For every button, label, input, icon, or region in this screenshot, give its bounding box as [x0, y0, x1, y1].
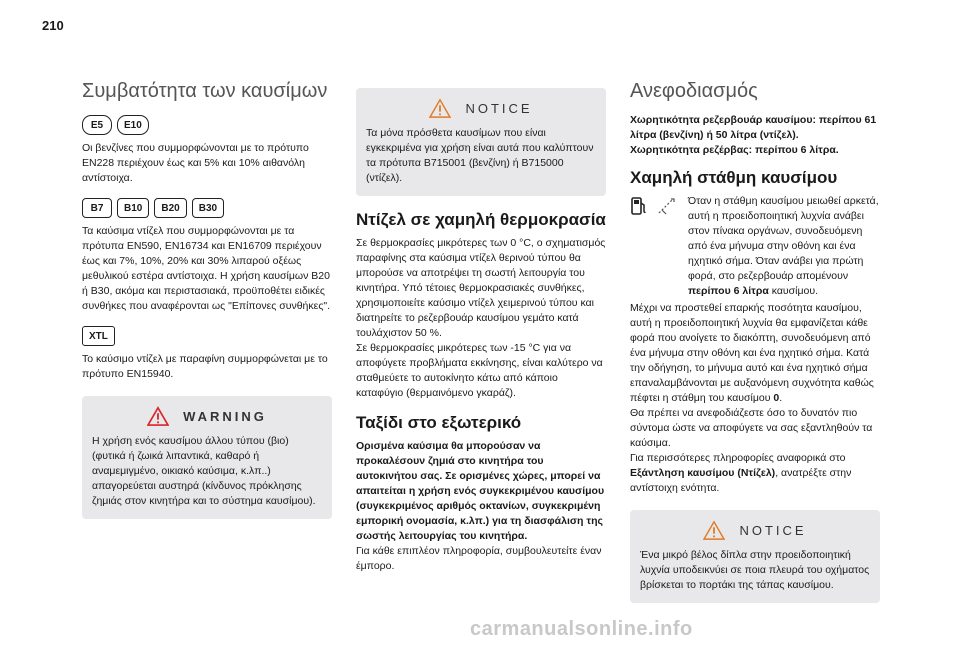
abroad-bold-text: Ορισμένα καύσιμα θα μπορούσαν να προκαλέσουν ζημιά στο κινητήρα του αυτοκινήτου σας. Σε ορισμένες χώρες, μπορεί να απαιτείται η χρήση ενός συγκεκριμένου καυσίμου (συγκεκριμένος αριθμός οκτανίων, συγκεκριμένη εμπορική ονομασία, κ.λπ.) για τη διασφάλιση της σωστής λειτουργίας του κινητήρα.: [356, 440, 605, 542]
badge-xtl: XTL: [82, 326, 115, 346]
low-fuel-paragraph-2: [630, 301, 880, 406]
low-fuel-text-1: Όταν η στάθμη καυσίμου μειωθεί αρκετά, αυτή η προειδοποιητική λυχνία ανάβει στον πίνακα οργάνων, συνοδευόμενη από ένα μήνυμα στην οθόνη και ένα ηχητικό σήμα. Όταν ανάβει για πρώτη φορά, στο ρεζερβουάρ απομένουν: [688, 195, 879, 282]
warning-label: WARNING: [183, 408, 267, 424]
low-fuel-bold-2: 0: [773, 392, 780, 404]
petrol-text: Οι βενζίνες που συμμορφώνονται με το πρότυπο EN228 περιέχουν έως και 5% και 10% αιθανόλη αντίστοιχα.: [82, 142, 309, 184]
badge-b7: B7: [82, 198, 112, 218]
section-title-low-fuel: Χαμηλή στάθμη καυσίμου: [630, 168, 838, 187]
notice-box-fuel-flap: [630, 510, 880, 603]
warning-text: Η χρήση ενός καυσίμου άλλου τύπου (βιο) (φυτικά ή ζωικά λιπαντικά, καθαρό ή αναμεμιγμένο, οικιακό καύσιμα, κ.λπ..) απαγορεύεται αυστηρά (κίνδυνος πρόκλησης ζημιάς στον κινητήρα και το σύστημα καυσίμου).: [92, 435, 316, 507]
xtl-text: Το καύσιμο ντίζελ με παραφίνη συμμορφώνεται με το πρότυπο EN15940.: [82, 353, 328, 380]
warning-box: [82, 396, 332, 519]
column-diesel: [356, 88, 606, 574]
low-fuel-text-1-end: καυσίμου.: [768, 285, 818, 297]
notice-label: NOTICE: [739, 522, 807, 538]
section-title-refuelling: Ανεφοδιασμός: [630, 80, 758, 102]
badge-b10: B10: [117, 198, 149, 218]
diesel-text: Τα καύσιμα ντίζελ που συμμορφώνονται με τα πρότυπα EN590, EN16734 και EN16709 περιέχουν έως και 7%, 10%, 20% και 30% λιπαρού οξέως μεθυλικού εστέρα αντίστοιχα. Η χρήση καυσίμων B20 ή B30, ακόμα και περιστασιακά, προϋποθέτει ειδικές συνθήκες που αναφέρονται ως "Επίπονες συνθήκες".: [82, 225, 331, 312]
low-fuel-text-2: Μέχρι να προστεθεί επαρκής ποσότητα καυσίμου, αυτή η προειδοποιητική λυχνία θα εμφανίζεται κάθε φορά που ανοίγετε το διακόπτη, συνοδευόμενη από ένα μήνυμα στην οθόνη και ένα ηχητικό σήμα. Κατά την οδήγηση, το μήνυμα αυτό και ένα ηχητικό σήμα επαναλαμβάνονται με αυξανόμενη συχνότητα καθώς πέφτει η στάθμη του καυσίμου: [630, 302, 874, 404]
page-number: 210: [42, 18, 64, 33]
watermark: carmanualsonline.info: [470, 618, 693, 640]
petrol-badges: [82, 115, 332, 135]
fuel-warning-lamp-icon: [656, 196, 678, 216]
column-fuel-compatibility: [82, 80, 332, 533]
fuel-pump-icon: [630, 196, 648, 216]
xtl-badges: [82, 326, 332, 346]
low-fuel-text-2-end: .: [779, 392, 783, 404]
section-title-fuel-compatibility: Συμβατότητα των καυσίμων: [82, 80, 328, 102]
low-fuel-paragraph-1: [688, 194, 880, 299]
low-fuel-paragraph-3: Θα πρέπει να ανεφοδιάζεστε όσο το δυνατόν πιο σύντομα ώστε να αποφύγετε να σας εξαντληθούν τα καύσιμα.: [630, 407, 873, 449]
reserve-text: Χωρητικότητα ρεζέρβας: περίπου 6 λίτρα.: [630, 144, 839, 156]
badge-b20: B20: [154, 198, 186, 218]
section-title-low-temp: Ντίζελ σε χαμηλή θερμοκρασία: [356, 210, 606, 229]
low-temp-paragraph-1: Σε θερμοκρασίες μικρότερες των 0 °C, ο σχηματισμός παραφίνης στα καύσιμα ντίζελ θερινού τύπου θα μπορούσε να αποτρέψει τη σωστή λειτουργία του κινητήρα. Υπό τέτοιες θερμοκρασιακές συνθήκες, χρησιμοποιείτε καύσιμο ντίζελ χειμερινού τύπου και διατηρείτε το ρεζερβουάρ καυσίμου γεμάτο κατά τουλάχιστον 50 %.: [356, 237, 606, 339]
diesel-badges: [82, 198, 332, 218]
badge-e5: E5: [82, 115, 112, 135]
abroad-text: Για κάθε επιπλέον πληροφορία, συμβουλευτείτε έναν έμπορο.: [356, 545, 602, 572]
notice-box-additives: [356, 88, 606, 196]
low-fuel-text-4-end: , ανατρέξτε στην αντίστοιχη ενότητα.: [630, 467, 852, 494]
low-fuel-paragraph-4: [630, 451, 880, 496]
capacity-text: Χωρητικότητα ρεζερβουάρ καυσίμου: περίπου 61 λίτρα (βενζίνη) ή 50 λίτρα (ντίζελ).: [630, 114, 877, 141]
badge-e10: E10: [117, 115, 149, 135]
notice-triangle-icon: [429, 98, 451, 118]
warning-triangle-icon: [147, 406, 169, 426]
column-refuelling: [630, 80, 880, 617]
notice-triangle-icon: [703, 520, 725, 540]
low-fuel-bold-1: περίπου 6 λίτρα: [688, 285, 769, 297]
low-fuel-text-4: Για περισσότερες πληροφορίες αναφορικά στο: [630, 452, 846, 464]
badge-b30: B30: [192, 198, 224, 218]
low-temp-paragraph-2: Σε θερμοκρασίες μικρότερες των -15 °C για να αποφύγετε προβλήματα εκκίνησης, είναι καλύτερο να σταθμεύετε το αυτοκίνητο κάτω από κάποιο καταφύγιο (θερμαινόμενο γκαράζ).: [356, 342, 603, 399]
section-title-abroad: Ταξίδι στο εξωτερικό: [356, 413, 522, 432]
notice-label: NOTICE: [465, 100, 533, 116]
notice-text: Τα μόνα πρόσθετα καυσίμων που είναι εγκεκριμένα για χρήση είναι αυτά που καλύπτουν τα πρότυπα B715001 (βενζίνη) ή B715000 (ντίζελ).: [366, 127, 594, 184]
low-fuel-row: [630, 194, 880, 299]
notice-text: Ένα μικρό βέλος δίπλα στην προειδοποιητική λυχνία υποδεικνύει σε ποια πλευρά του οχήματος βρίσκεται το πορτάκι της τάπας καυσίμου.: [640, 549, 870, 591]
low-fuel-bold-4: Εξάντληση καυσίμου (Ντίζελ): [630, 467, 776, 479]
